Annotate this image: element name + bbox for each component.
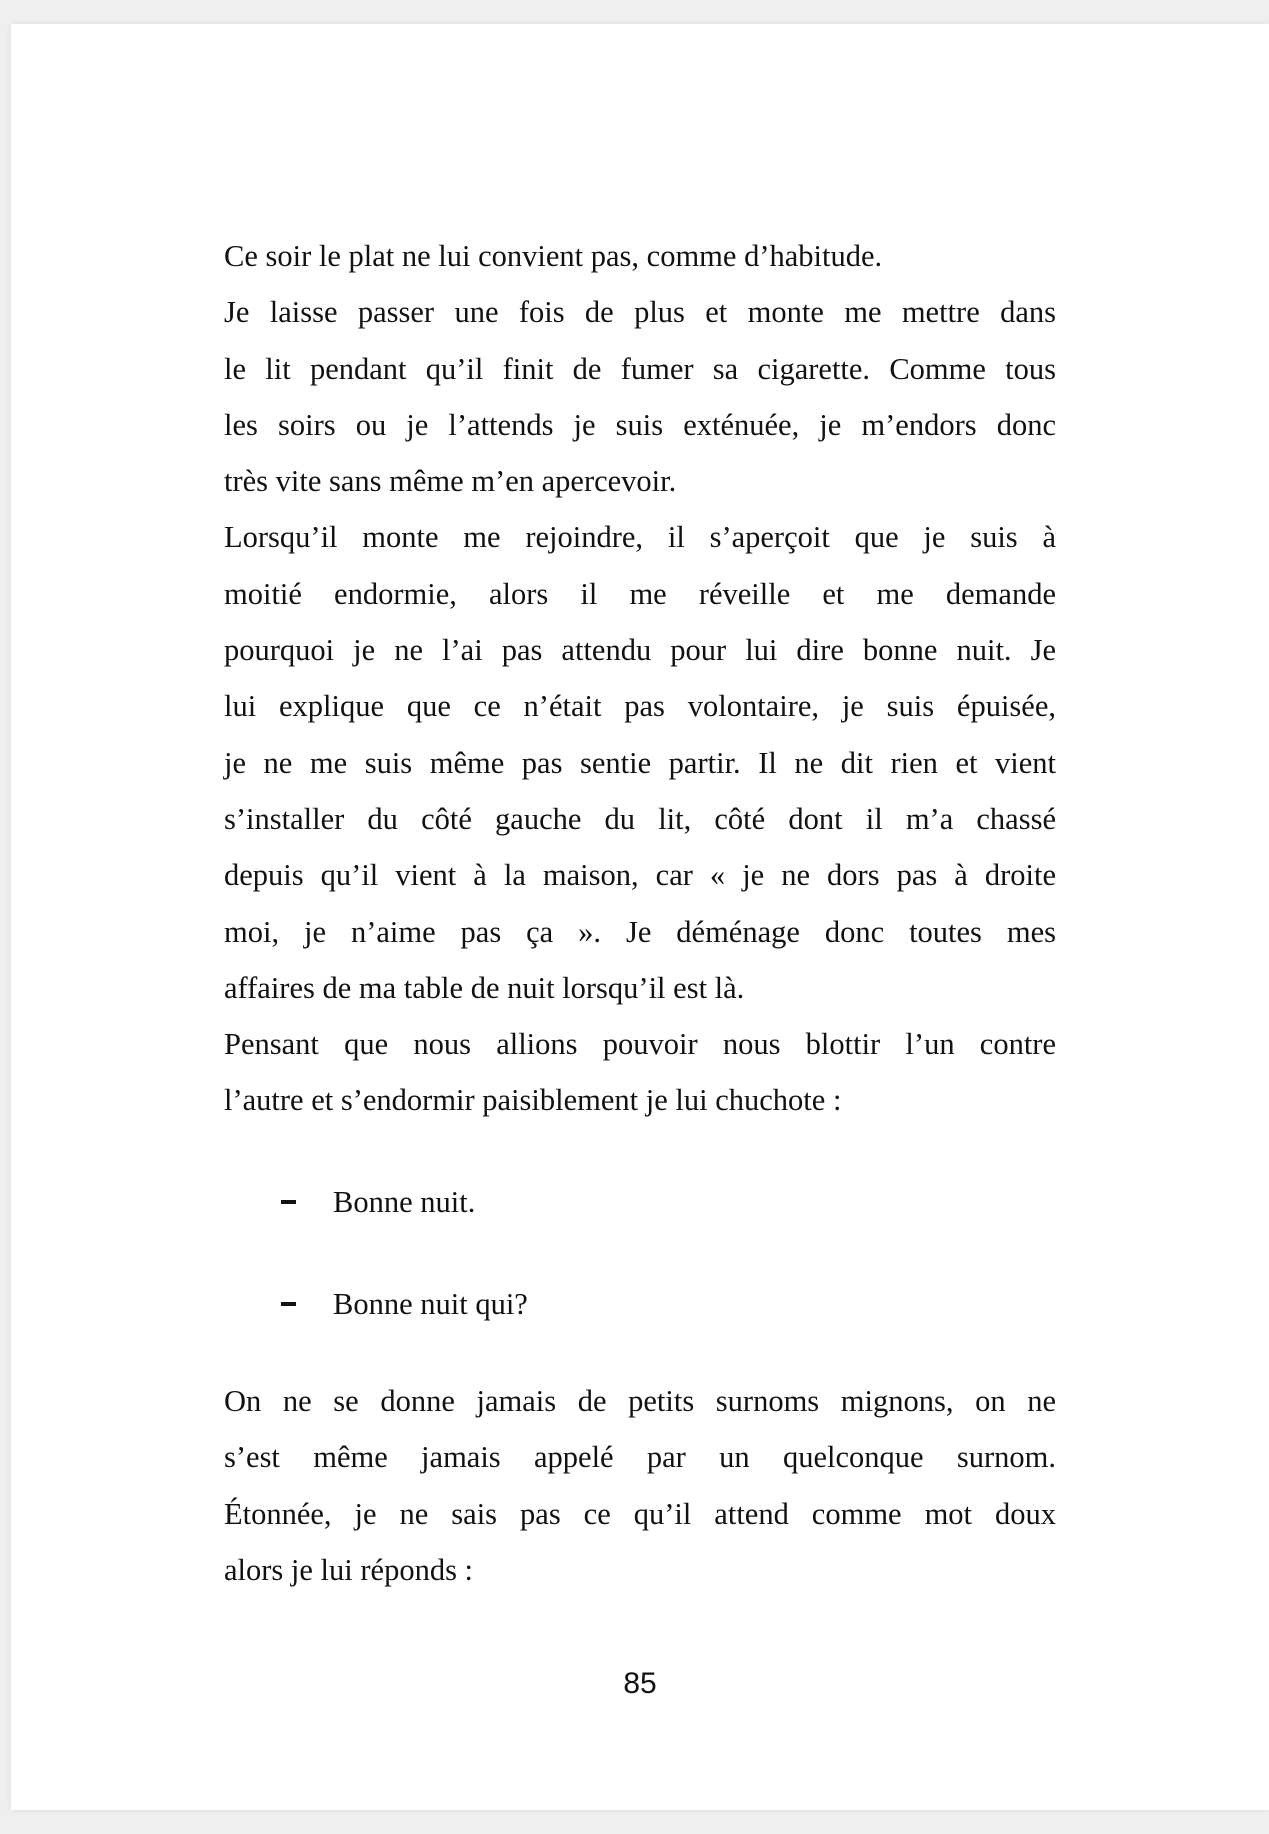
dash-bullet-icon xyxy=(281,1200,296,1204)
text-block-final xyxy=(224,1373,1056,1598)
text-line: Étonnée, je ne sais pas ce qu’il attend comme mot doux xyxy=(224,1496,1056,1531)
text-line: moi, je n’aime pas ça ». Je déménage donc toutes mes xyxy=(224,914,1056,949)
text-line: le lit pendant qu’il finit de fumer sa cigarette. Comme tous xyxy=(224,351,1056,386)
text-line: l’autre et s’endormir paisiblement je lui chuchote : xyxy=(224,1083,842,1118)
text-line: s’installer du côté gauche du lit, côté dont il m’a chassé xyxy=(224,801,1056,836)
dialogue-line xyxy=(224,1174,1056,1230)
text-line: depuis qu’il vient à la maison, car « je ne dors pas à droite xyxy=(224,858,1056,893)
text-line: pourquoi je ne l’ai pas attendu pour lui dire bonne nuit. Je xyxy=(224,633,1056,668)
text-line: s’est même jamais appelé par un quelconque surnom. xyxy=(224,1440,1056,1475)
text-line: affaires de ma table de nuit lorsqu’il est là. xyxy=(224,970,745,1005)
text-line: Ce soir le plat ne lui convient pas, comme d’habitude. xyxy=(224,239,883,273)
text-line: moitié endormie, alors il me réveille et me demande xyxy=(224,576,1056,611)
text-line: Pensant que nous allions pouvoir nous blottir l’un contre xyxy=(224,1027,1056,1062)
text-line: lui explique que ce n’était pas volontaire, je suis épuisée, xyxy=(224,689,1056,724)
dash-bullet-icon xyxy=(281,1302,296,1306)
text-line: Lorsqu’il monte me rejoindre, il s’aperçoit que je suis à xyxy=(224,520,1056,555)
text-line: les soirs ou je l’attends je suis exténuée, je m’endors donc xyxy=(224,407,1056,442)
text-line: On ne se donne jamais de petits surnoms mignons, on ne xyxy=(224,1384,1056,1418)
text-block-main xyxy=(224,228,1056,1129)
dialogue-text: Bonne nuit. xyxy=(333,1185,476,1219)
dialogue-line xyxy=(224,1276,1056,1332)
text-line: je ne me suis même pas sentie partir. Il ne dit rien et vient xyxy=(224,745,1056,780)
text-line: Je laisse passer une fois de plus et monte me mettre dans xyxy=(224,295,1056,330)
text-line: très vite sans même m’en apercevoir. xyxy=(224,464,677,499)
dialogue-text: Bonne nuit qui? xyxy=(333,1287,528,1321)
page-number: 85 xyxy=(623,1667,657,1700)
text-line: alors je lui réponds : xyxy=(224,1552,474,1587)
